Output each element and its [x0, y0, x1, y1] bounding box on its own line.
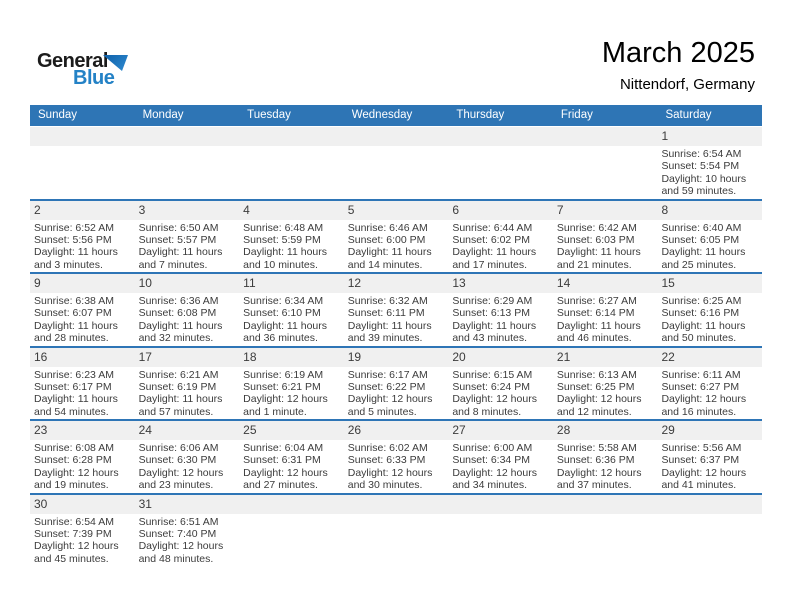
day-number: 14	[553, 274, 658, 293]
day-cell-empty	[448, 127, 553, 199]
day-details	[135, 293, 240, 345]
day-details	[135, 367, 240, 419]
day-details	[30, 146, 135, 148]
sunset-text: Sunset: 6:37 PM	[661, 454, 740, 467]
day-cell-12	[344, 274, 449, 346]
sunset-text: Sunset: 5:56 PM	[34, 233, 112, 246]
sunset-text: Sunset: 6:34 PM	[452, 454, 530, 467]
day-details	[344, 367, 449, 419]
day-number	[239, 127, 344, 146]
day-cell-2	[30, 201, 135, 273]
weekday-header-tuesday: Tuesday	[247, 109, 291, 121]
daylight-text: Daylight: 11 hours and 46 minutes.	[556, 319, 641, 345]
day-cell-empty	[553, 127, 658, 199]
sunset-text: Sunset: 5:54 PM	[661, 160, 740, 173]
day-number	[344, 495, 449, 514]
sunrise-text: Sunrise: 6:17 AM	[347, 368, 428, 381]
day-number: 22	[657, 348, 762, 367]
sunset-text: Sunset: 6:14 PM	[556, 307, 635, 320]
day-details	[448, 146, 553, 148]
sunset-text: Sunset: 6:33 PM	[347, 454, 426, 467]
day-number: 23	[30, 421, 135, 440]
sunset-text: Sunset: 7:39 PM	[34, 527, 112, 540]
day-number: 13	[448, 274, 553, 293]
daylight-text: Daylight: 11 hours and 54 minutes.	[34, 393, 118, 418]
sunrise-text: Sunrise: 6:48 AM	[243, 221, 324, 234]
day-cell-8	[657, 201, 762, 273]
day-cell-empty	[239, 495, 344, 567]
day-number: 16	[30, 348, 135, 367]
sunrise-text: Sunrise: 6:00 AM	[452, 442, 533, 454]
day-cell-23	[30, 421, 135, 493]
day-number: 31	[135, 495, 240, 514]
day-cell-25	[239, 421, 344, 493]
day-number: 21	[553, 348, 658, 367]
general-blue-logo	[37, 50, 177, 94]
day-number: 24	[135, 421, 240, 440]
daylight-text: Daylight: 11 hours and 17 minutes.	[452, 246, 537, 271]
sunset-text: Sunset: 6:36 PM	[556, 454, 635, 467]
day-number: 3	[135, 201, 240, 220]
daylight-text: Daylight: 11 hours and 10 minutes.	[243, 246, 328, 271]
sunrise-text: Sunrise: 6:08 AM	[34, 442, 114, 454]
sunset-text: Sunset: 6:10 PM	[243, 307, 321, 320]
day-cell-empty	[135, 127, 240, 199]
sunrise-text: Sunrise: 6:44 AM	[452, 221, 533, 234]
sunrise-text: Sunrise: 6:52 AM	[34, 221, 114, 234]
day-cell-empty	[448, 495, 553, 567]
title-block	[602, 36, 755, 93]
sunrise-text: Sunrise: 6:11 AM	[661, 368, 741, 381]
daylight-text: Daylight: 11 hours and 50 minutes.	[661, 319, 746, 345]
sunrise-text: Sunrise: 6:46 AM	[347, 221, 428, 234]
day-number: 12	[344, 274, 449, 293]
weekday-header-friday: Friday	[560, 109, 593, 121]
sunrise-text: Sunrise: 6:23 AM	[34, 368, 114, 381]
day-details	[657, 146, 762, 198]
sunset-text: Sunset: 6:21 PM	[243, 380, 321, 393]
day-cell-17	[135, 348, 240, 420]
day-number: 18	[239, 348, 344, 367]
day-cell-22	[657, 348, 762, 420]
day-number: 1	[657, 127, 762, 146]
daylight-text: Daylight: 11 hours and 14 minutes.	[347, 246, 432, 271]
sunset-text: Sunset: 6:13 PM	[452, 307, 530, 320]
calendar-weeks	[30, 127, 762, 566]
day-cell-26	[344, 421, 449, 493]
week-row	[30, 348, 762, 422]
daylight-text: Daylight: 12 hours and 37 minutes.	[556, 466, 642, 492]
sunrise-text: Sunrise: 6:40 AM	[661, 221, 742, 234]
day-details	[344, 146, 449, 148]
day-cell-4	[239, 201, 344, 273]
sunset-text: Sunset: 6:22 PM	[347, 380, 426, 393]
day-cell-31	[135, 495, 240, 567]
sunrise-text: Sunrise: 6:06 AM	[138, 442, 219, 454]
week-row	[30, 495, 762, 567]
day-cell-empty	[344, 127, 449, 199]
day-cell-3	[135, 201, 240, 273]
day-details	[239, 220, 344, 272]
daylight-text: Daylight: 12 hours and 48 minutes.	[138, 540, 224, 565]
day-details	[553, 146, 658, 148]
calendar-table	[30, 105, 762, 566]
weekday-header-thursday: Thursday	[456, 109, 505, 121]
sunrise-text: Sunrise: 6:19 AM	[243, 368, 324, 381]
day-number	[448, 127, 553, 146]
day-number: 6	[448, 201, 553, 220]
sunset-text: Sunset: 5:57 PM	[138, 233, 217, 246]
day-details	[344, 220, 449, 272]
day-number: 9	[30, 274, 135, 293]
daylight-text: Daylight: 12 hours and 23 minutes.	[138, 466, 224, 492]
sunrise-text: Sunrise: 5:58 AM	[556, 442, 637, 454]
day-details	[135, 220, 240, 272]
day-details	[135, 440, 240, 492]
day-cell-18	[239, 348, 344, 420]
day-cell-1	[657, 127, 762, 199]
week-row	[30, 421, 762, 495]
daylight-text: Daylight: 11 hours and 21 minutes.	[556, 246, 641, 271]
day-number	[553, 495, 658, 514]
weekday-header-monday: Monday	[142, 109, 184, 121]
day-number	[448, 495, 553, 514]
sunrise-text: Sunrise: 5:56 AM	[661, 442, 742, 454]
sunrise-text: Sunrise: 6:54 AM	[34, 515, 114, 528]
day-number: 26	[344, 421, 449, 440]
day-details	[657, 440, 762, 492]
week-row	[30, 201, 762, 275]
day-number	[30, 127, 135, 146]
week-row	[30, 127, 762, 201]
day-cell-14	[553, 274, 658, 346]
sunrise-text: Sunrise: 6:38 AM	[34, 295, 114, 307]
sunset-text: Sunset: 6:30 PM	[138, 454, 217, 467]
logo-text-blue: Blue	[73, 67, 115, 89]
day-number	[553, 127, 658, 146]
day-cell-29	[657, 421, 762, 493]
day-number	[135, 127, 240, 146]
day-details	[239, 293, 344, 345]
day-details	[657, 367, 762, 419]
day-details	[553, 514, 658, 516]
day-details	[30, 293, 135, 345]
day-details	[448, 293, 553, 345]
month-title: March 2025	[601, 37, 755, 69]
day-number: 30	[30, 495, 135, 514]
daylight-text: Daylight: 12 hours and 30 minutes.	[347, 466, 433, 492]
day-details	[344, 514, 449, 516]
daylight-text: Daylight: 11 hours and 25 minutes.	[661, 246, 746, 271]
day-number: 17	[135, 348, 240, 367]
daylight-text: Daylight: 11 hours and 28 minutes.	[34, 319, 118, 345]
day-cell-19	[344, 348, 449, 420]
day-number: 20	[448, 348, 553, 367]
logo-text-general: General	[37, 50, 108, 72]
daylight-text: Daylight: 11 hours and 3 minutes.	[34, 246, 118, 271]
day-details	[553, 440, 658, 492]
day-details	[239, 367, 344, 419]
daylight-text: Daylight: 11 hours and 7 minutes.	[138, 246, 223, 271]
day-details	[30, 440, 135, 492]
day-details	[448, 367, 553, 419]
day-number: 11	[239, 274, 344, 293]
weekday-header-sunday: Sunday	[38, 109, 78, 121]
daylight-text: Daylight: 12 hours and 16 minutes.	[661, 393, 747, 418]
sunrise-text: Sunrise: 6:50 AM	[138, 221, 219, 234]
day-details	[30, 514, 135, 566]
day-details	[448, 440, 553, 492]
day-number: 4	[239, 201, 344, 220]
day-cell-empty	[30, 127, 135, 199]
day-details	[344, 293, 449, 345]
day-details	[239, 514, 344, 516]
sunset-text: Sunset: 6:17 PM	[34, 380, 112, 393]
day-number: 29	[657, 421, 762, 440]
sunset-text: Sunset: 6:24 PM	[452, 380, 530, 393]
daylight-text: Daylight: 11 hours and 39 minutes.	[347, 319, 432, 345]
day-cell-empty	[657, 495, 762, 567]
daylight-text: Daylight: 10 hours and 59 minutes.	[661, 172, 747, 198]
sunset-text: Sunset: 6:16 PM	[661, 307, 740, 320]
weekday-header-row	[30, 105, 762, 126]
day-details	[553, 367, 658, 419]
sunrise-text: Sunrise: 6:32 AM	[347, 295, 428, 307]
sunset-text: Sunset: 6:11 PM	[347, 307, 425, 320]
sunset-text: Sunset: 6:05 PM	[661, 233, 740, 246]
day-details	[448, 220, 553, 272]
location-subtitle: Nittendorf, Germany	[619, 76, 755, 93]
sunrise-text: Sunrise: 6:54 AM	[661, 148, 742, 160]
day-cell-15	[657, 274, 762, 346]
day-cell-20	[448, 348, 553, 420]
sunrise-text: Sunrise: 6:04 AM	[243, 442, 324, 454]
daylight-text: Daylight: 11 hours and 32 minutes.	[138, 319, 223, 345]
day-details	[657, 220, 762, 272]
sunset-text: Sunset: 6:02 PM	[452, 233, 530, 246]
day-number: 25	[239, 421, 344, 440]
day-number: 28	[553, 421, 658, 440]
day-details	[657, 514, 762, 516]
day-number: 19	[344, 348, 449, 367]
sunrise-text: Sunrise: 6:42 AM	[556, 221, 637, 234]
day-cell-empty	[553, 495, 658, 567]
day-details	[553, 220, 658, 272]
day-details	[239, 440, 344, 492]
week-row	[30, 274, 762, 348]
daylight-text: Daylight: 11 hours and 36 minutes.	[243, 319, 328, 345]
day-number: 7	[553, 201, 658, 220]
day-details	[135, 514, 240, 566]
sunset-text: Sunset: 6:25 PM	[556, 380, 635, 393]
sunset-text: Sunset: 5:59 PM	[243, 233, 321, 246]
day-cell-16	[30, 348, 135, 420]
day-cell-11	[239, 274, 344, 346]
day-details	[239, 146, 344, 148]
sunrise-text: Sunrise: 6:25 AM	[661, 295, 742, 307]
day-details	[657, 293, 762, 345]
day-cell-9	[30, 274, 135, 346]
daylight-text: Daylight: 11 hours and 57 minutes.	[138, 393, 223, 418]
sunrise-text: Sunrise: 6:02 AM	[347, 442, 428, 454]
sunset-text: Sunset: 6:08 PM	[138, 307, 217, 320]
sunset-text: Sunset: 6:27 PM	[661, 380, 740, 393]
day-cell-21	[553, 348, 658, 420]
sunset-text: Sunset: 6:19 PM	[138, 380, 217, 393]
day-number: 5	[344, 201, 449, 220]
daylight-text: Daylight: 12 hours and 19 minutes.	[34, 466, 119, 492]
day-cell-10	[135, 274, 240, 346]
sunset-text: Sunset: 7:40 PM	[138, 527, 217, 540]
day-cell-empty	[239, 127, 344, 199]
sunrise-text: Sunrise: 6:36 AM	[138, 295, 219, 307]
daylight-text: Daylight: 12 hours and 27 minutes.	[243, 466, 328, 492]
sunrise-text: Sunrise: 6:51 AM	[138, 515, 219, 528]
sunset-text: Sunset: 6:28 PM	[34, 454, 112, 467]
daylight-text: Daylight: 12 hours and 1 minute.	[243, 393, 328, 418]
sunrise-text: Sunrise: 6:15 AM	[452, 368, 533, 381]
day-number	[239, 495, 344, 514]
sunset-text: Sunset: 6:03 PM	[556, 233, 635, 246]
daylight-text: Daylight: 12 hours and 5 minutes.	[347, 393, 433, 418]
day-number: 2	[30, 201, 135, 220]
day-number	[344, 127, 449, 146]
day-details	[344, 440, 449, 492]
day-number: 27	[448, 421, 553, 440]
day-cell-7	[553, 201, 658, 273]
day-cell-empty	[344, 495, 449, 567]
sunrise-text: Sunrise: 6:21 AM	[138, 368, 219, 381]
sunrise-text: Sunrise: 6:27 AM	[556, 295, 637, 307]
day-cell-30	[30, 495, 135, 567]
day-details	[135, 146, 240, 148]
sunset-text: Sunset: 6:31 PM	[243, 454, 321, 467]
daylight-text: Daylight: 12 hours and 34 minutes.	[452, 466, 537, 492]
day-cell-5	[344, 201, 449, 273]
sunset-text: Sunset: 6:00 PM	[347, 233, 426, 246]
day-cell-13	[448, 274, 553, 346]
day-details	[30, 367, 135, 419]
day-number: 15	[657, 274, 762, 293]
sunrise-text: Sunrise: 6:29 AM	[452, 295, 533, 307]
day-cell-28	[553, 421, 658, 493]
day-cell-6	[448, 201, 553, 273]
day-number: 8	[657, 201, 762, 220]
daylight-text: Daylight: 12 hours and 45 minutes.	[34, 540, 119, 565]
day-number: 10	[135, 274, 240, 293]
weekday-header-wednesday: Wednesday	[351, 109, 413, 121]
day-number	[657, 495, 762, 514]
daylight-text: Daylight: 12 hours and 12 minutes.	[556, 393, 642, 418]
daylight-text: Daylight: 12 hours and 41 minutes.	[661, 466, 747, 492]
daylight-text: Daylight: 11 hours and 43 minutes.	[452, 319, 537, 345]
sunset-text: Sunset: 6:07 PM	[34, 307, 112, 320]
daylight-text: Daylight: 12 hours and 8 minutes.	[452, 393, 537, 418]
sunrise-text: Sunrise: 6:34 AM	[243, 295, 324, 307]
day-cell-27	[448, 421, 553, 493]
day-details	[30, 220, 135, 272]
day-details	[448, 514, 553, 516]
weekday-header-saturday: Saturday	[665, 109, 712, 121]
day-details	[553, 293, 658, 345]
sunrise-text: Sunrise: 6:13 AM	[556, 368, 637, 381]
day-cell-24	[135, 421, 240, 493]
